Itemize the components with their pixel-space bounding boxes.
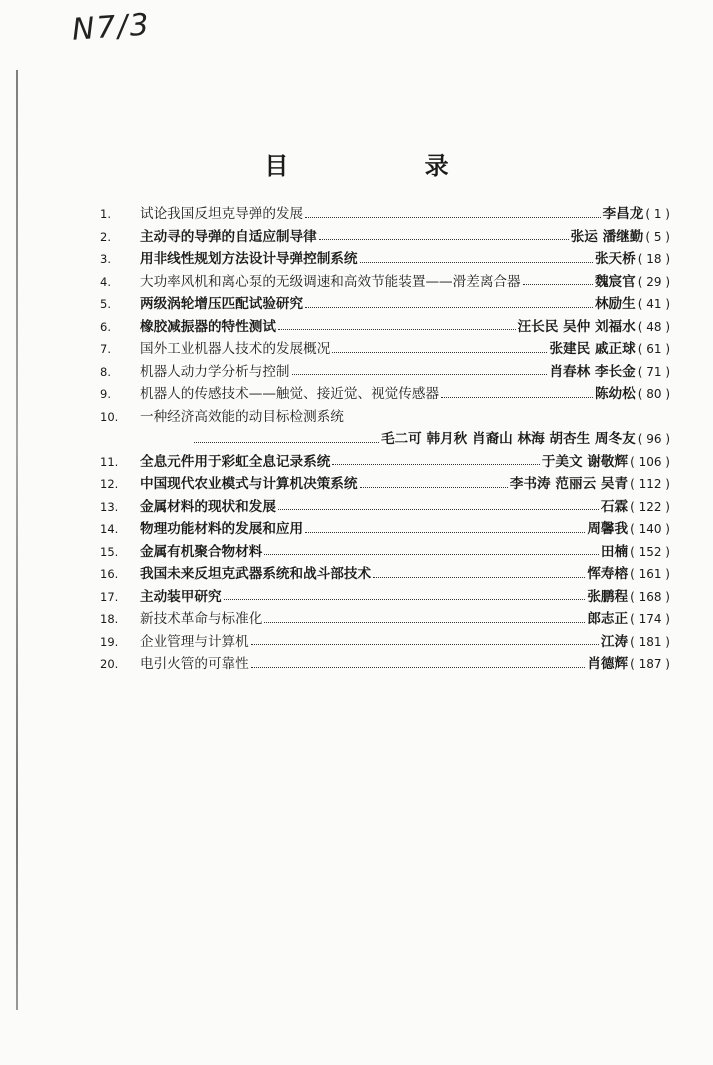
toc-entry-number: 19. (100, 634, 119, 649)
toc-entry-author: 周馨我 (587, 521, 629, 537)
toc-entry-number: 16. (100, 567, 119, 581)
dot-leader (373, 577, 585, 578)
toc-entry[interactable] (100, 293, 670, 316)
toc-entry-author: 李书涛 范丽云 吴青 (509, 476, 629, 492)
dot-leader (523, 284, 593, 285)
toc-entry-author: 张运 潘继勤 (570, 228, 644, 245)
toc-entry-number: 10. (100, 409, 119, 424)
toc-entry-page: ( 61 ) (637, 342, 670, 356)
toc-entry-page: ( 48 ) (637, 319, 670, 334)
toc-entry-title: 用非线性规划方法设计导弹控制系统 (140, 251, 358, 267)
toc-entry-number: 2. (100, 229, 111, 244)
toc-entry-author: 林励生 (594, 296, 636, 312)
toc-entry-number: 5. (100, 297, 111, 311)
toc-entry-author: 田楠 (600, 543, 629, 560)
toc-entry-author: 陈幼松 (594, 386, 636, 402)
toc-entry-page: ( 18 ) (637, 252, 670, 266)
toc-entry-author: 李昌龙 (602, 206, 644, 222)
dot-leader (251, 644, 599, 645)
toc-entry[interactable] (100, 406, 670, 429)
toc-entry[interactable] (100, 541, 670, 564)
toc-entry-number: 17. (100, 589, 119, 604)
dot-leader (305, 307, 593, 308)
toc-entry-title: 物理功能材料的发展和应用 (140, 521, 304, 537)
toc-entry-author: 江涛 (600, 633, 629, 650)
toc-entry[interactable] (100, 586, 670, 609)
toc-entry[interactable] (100, 653, 670, 676)
page-title: 目 录 (264, 151, 513, 180)
toc-entry-title: 新技术革命与标准化 (140, 611, 263, 627)
dot-leader (278, 509, 599, 510)
toc-entry-author: 肖春林 李长金 (549, 363, 636, 380)
toc-entry-title: 两级涡轮增压匹配试验研究 (140, 296, 304, 312)
toc-entry[interactable] (100, 473, 670, 496)
dot-leader (332, 464, 539, 465)
toc-entry-page: ( 140 ) (630, 522, 670, 536)
toc-entry-author: 张天桥 (594, 251, 636, 267)
dot-leader (224, 599, 586, 600)
dot-leader (305, 532, 585, 533)
toc-entry-number: 4. (100, 274, 111, 289)
toc-entry-number: 7. (100, 342, 111, 356)
toc-entry-page: ( 168 ) (630, 589, 670, 604)
dot-leader (441, 397, 593, 398)
toc-entry-title: 电引火管的可靠性 (140, 656, 249, 672)
toc-entry-title: 我国未来反坦克武器系统和战斗部技术 (140, 566, 372, 582)
toc-entry[interactable] (100, 608, 670, 631)
toc-entry-page: ( 152 ) (630, 544, 670, 559)
toc-entry-number: 8. (100, 364, 111, 379)
dot-leader (251, 667, 586, 668)
toc-entry[interactable] (100, 203, 670, 226)
dot-leader (360, 262, 593, 263)
dot-leader (305, 217, 600, 218)
toc-entry-page: ( 5 ) (645, 229, 670, 244)
toc-entry-page: ( 112 ) (630, 477, 670, 491)
toc-entry-number: 13. (100, 499, 119, 514)
dot-leader (292, 374, 548, 375)
toc-entry-title: 试论我国反坦克导弹的发展 (140, 206, 304, 222)
toc-entry-number: 9. (100, 387, 111, 401)
toc-entry-title: 大功率风机和离心泵的无级调速和高效节能装置——滑差离合器 (140, 273, 521, 290)
toc-entry-title: 机器人动力学分析与控制 (140, 363, 290, 380)
toc-entry[interactable] (100, 226, 670, 249)
toc-entry[interactable] (100, 631, 670, 654)
toc-entry[interactable] (100, 338, 670, 361)
toc-entry-number: 12. (100, 477, 119, 491)
toc-entry[interactable] (100, 271, 670, 294)
toc-entry[interactable] (100, 383, 670, 406)
toc-entry-number: 11. (100, 454, 119, 469)
toc-entry-page: ( 71 ) (637, 364, 670, 379)
toc-entry-author: 张鹏程 (587, 588, 629, 605)
toc-entry-number: 15. (100, 544, 119, 559)
toc-entry[interactable] (100, 361, 670, 384)
toc-entry-author: 于美文 谢敬辉 (541, 453, 629, 470)
toc-entry[interactable] (100, 316, 670, 339)
toc-entry-title: 金属材料的现状和发展 (140, 498, 276, 515)
toc-entry[interactable] (100, 248, 670, 271)
toc-entry-title: 机器人的传感技术——触觉、接近觉、视觉传感器 (140, 386, 440, 402)
toc-entry-author: 恽寿榕 (587, 566, 629, 582)
toc-entry-title: 主动寻的导弹的自适应制导律 (140, 228, 317, 245)
toc-entry-title: 全息元件用于彩虹全息记录系统 (140, 453, 331, 470)
toc-entry-author: 毛二可 韩月秋 肖裔山 林海 胡杏生 周冬友 (380, 431, 636, 447)
toc-entry[interactable] (100, 496, 670, 519)
toc-entry-number: 20. (100, 657, 119, 671)
toc-entry[interactable] (100, 428, 670, 451)
toc-entry-title: 主动装甲研究 (140, 588, 222, 605)
toc-entry-page: ( 187 ) (630, 657, 670, 671)
toc-entry[interactable] (100, 451, 670, 474)
dot-leader (332, 352, 547, 353)
toc-entry-author: 郎志正 (587, 611, 629, 627)
dot-leader (360, 487, 508, 488)
toc-entry-number: 1. (100, 207, 111, 221)
toc-entry-author: 肖德辉 (587, 656, 629, 672)
toc-entry-author: 汪长民 吴仲 刘福水 (517, 318, 636, 335)
toc-entry-title: 金属有机聚合物材料 (140, 543, 263, 560)
toc-entry-title: 中国现代农业模式与计算机决策系统 (140, 476, 358, 492)
toc-entry-number: 18. (100, 612, 119, 626)
toc-entry-page: ( 161 ) (630, 567, 670, 581)
handwritten-note: N7/3 (70, 7, 152, 48)
toc-entry-title: 一种经济高效能的动目标检测系统 (140, 408, 344, 425)
toc-entry-page: ( 1 ) (645, 207, 670, 221)
toc-entry-title: 国外工业机器人技术的发展概况 (140, 341, 331, 357)
table-of-contents (100, 203, 670, 676)
dot-leader (319, 239, 569, 240)
dot-leader (264, 554, 599, 555)
toc-entry[interactable] (100, 563, 670, 586)
toc-entry-number: 6. (100, 319, 111, 334)
toc-entry-page: ( 106 ) (630, 454, 670, 469)
toc-entry-page: ( 29 ) (637, 274, 670, 289)
toc-entry-number: 14. (100, 522, 119, 536)
toc-entry-title: 企业管理与计算机 (140, 633, 249, 650)
toc-entry-page: ( 181 ) (630, 634, 670, 649)
toc-entry-author: 魏宸官 (594, 273, 636, 290)
toc-entry-page: ( 96 ) (637, 432, 670, 446)
toc-entry-author: 石霖 (600, 498, 629, 515)
toc-entry-page: ( 174 ) (630, 612, 670, 626)
dot-leader (264, 622, 585, 623)
toc-entry[interactable] (100, 518, 670, 541)
dot-leader (194, 442, 379, 443)
toc-entry-number: 3. (100, 252, 111, 266)
toc-entry-page: ( 122 ) (630, 499, 670, 514)
page-binding-edge (16, 70, 18, 1010)
toc-entry-page: ( 80 ) (637, 387, 670, 401)
toc-entry-page: ( 41 ) (637, 297, 670, 311)
toc-entry-author: 张建民 戚正球 (549, 341, 636, 357)
toc-entry-title: 橡胶减振器的特性测试 (140, 318, 276, 335)
dot-leader (278, 329, 516, 330)
